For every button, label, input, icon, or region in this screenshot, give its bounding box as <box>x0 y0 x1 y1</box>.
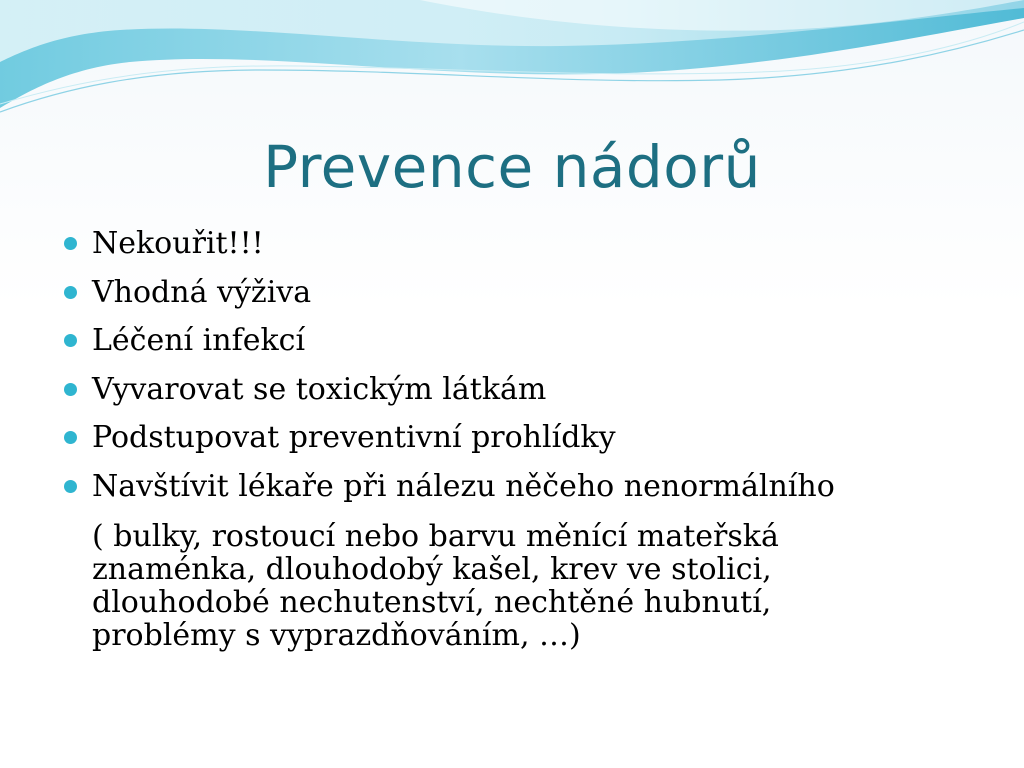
bullet-dot-icon <box>64 480 77 493</box>
bullet-text: Navštívit lékaře při nálezu něčeho nenormálního <box>92 468 835 504</box>
bullet-item <box>62 414 992 463</box>
bullet-item <box>62 366 992 415</box>
bullet-dot-icon <box>64 286 77 299</box>
bullet-list <box>62 220 992 652</box>
bullet-text: Nekouřit!!! <box>92 226 264 261</box>
bullet-item <box>62 317 992 366</box>
bullet-dot-icon <box>64 334 77 347</box>
bullet-item <box>62 269 992 318</box>
bullet-continuation-text: ( bulky, rostoucí nebo barvu měnící mateřská znaménka, dlouhodobý kašel, krev ve stolici, dlouhodobé nechutenství, nechtěné hubnutí, problémy s vyprazdňováním, …) <box>92 519 779 653</box>
bullet-dot-icon <box>64 237 77 250</box>
bullet-dot-icon <box>64 383 77 396</box>
bullet-text: Vhodná výživa <box>92 274 312 310</box>
bullet-dot-icon <box>64 431 77 444</box>
bullet-text: Vyvarovat se toxickým látkám <box>92 371 547 407</box>
bullet-text: Podstupovat preventivní prohlídky <box>92 420 616 455</box>
bullet-text: Léčení infekcí <box>92 323 306 358</box>
header-wave-decoration <box>0 0 1024 130</box>
slide-title: Prevence nádorů <box>263 133 761 201</box>
bullet-item <box>62 463 992 512</box>
bullet-item <box>62 220 992 269</box>
